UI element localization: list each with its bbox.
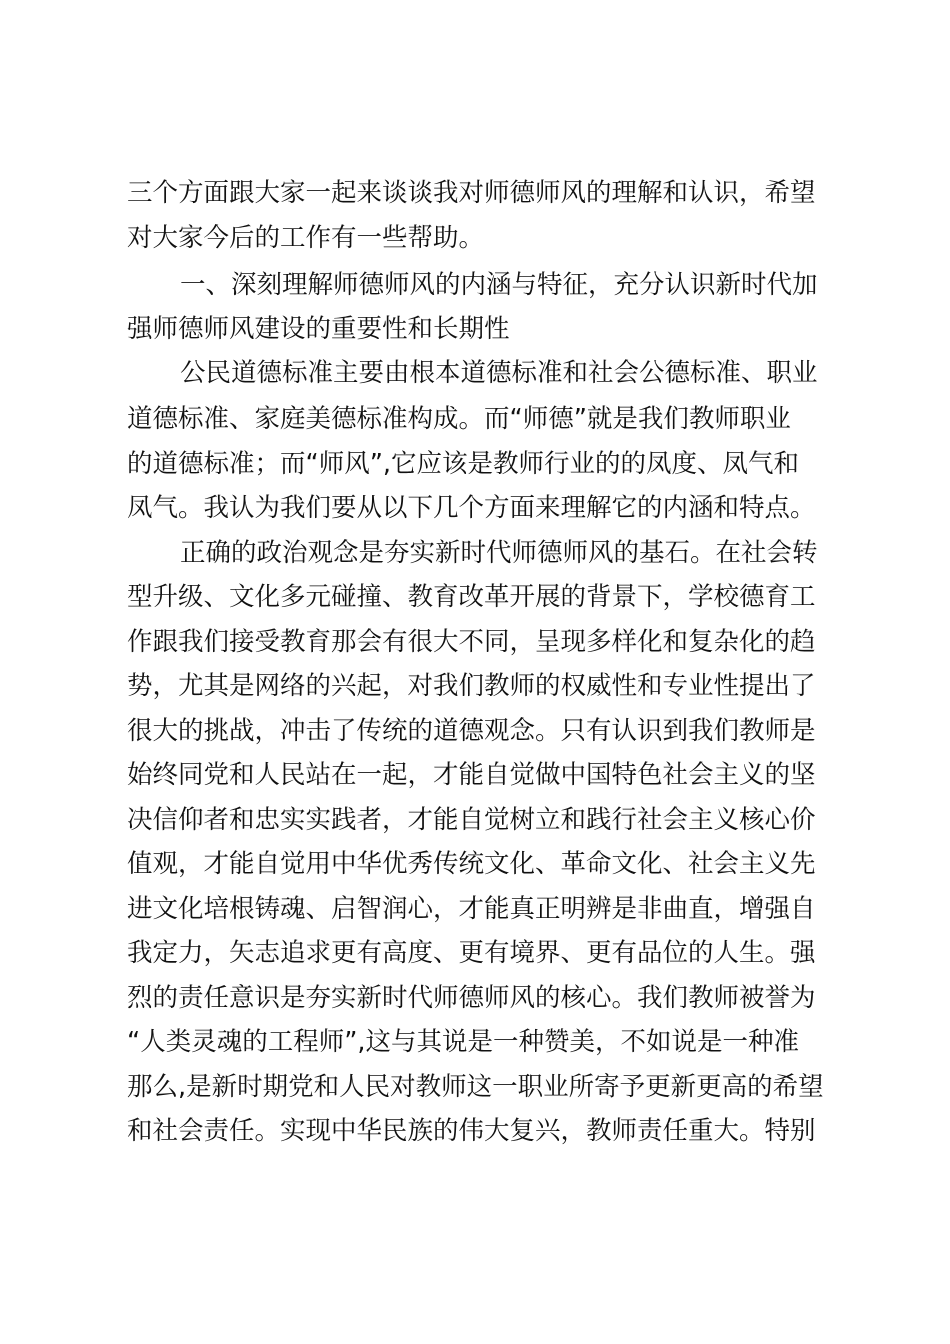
text-line [0,977,950,1019]
paragraph-first-line [0,352,950,394]
text-line [0,1021,950,1063]
text-line-content: 的道德标准；而“师风”,它应该是教师行业的的凤度、凤气和 [127,449,800,479]
text-line [0,1110,950,1152]
text-line-content: 公民道德标准主要由根本道德标准和社会公德标准、职业 [180,358,818,388]
text-line [0,888,950,930]
text-line [0,443,950,485]
text-line-content: 作跟我们接受教育那会有很大不同，呈现多样化和复杂化的趋 [127,627,816,657]
text-line-content: 那么,是新时期党和人民对教师这一职业所寄予更新更高的希望 [127,1072,824,1102]
text-line-content: 一、深刻理解师德师风的内涵与特征，充分认识新时代加 [180,270,818,300]
text-line [0,576,950,618]
text-line-content: 我定力，矢志追求更有高度、更有境界、更有品位的人生。强 [127,938,816,968]
text-line [0,487,950,529]
text-line-content: 决信仰者和忠实实践者，才能自觉树立和践行社会主义核心价 [127,805,816,835]
text-line-content: 三个方面跟大家一起来谈谈我对师德师风的理解和认识，希望 [127,178,816,208]
text-line-content: “人类灵魂的工程师”,这与其说是一种赞美，不如说是一种准 [127,1027,800,1057]
paragraph-first-line [0,264,950,306]
text-line [0,1066,950,1108]
text-line-content: 很大的挑战，冲击了传统的道德观念。只有认识到我们教师是 [127,716,816,746]
text-line [0,308,950,350]
text-line-content: 烈的责任意识是夯实新时代师德师风的核心。我们教师被誉为 [127,983,816,1013]
text-line [0,621,950,663]
text-line [0,754,950,796]
paragraph-first-line [0,532,950,574]
text-line-content: 凤气。我认为我们要从以下几个方面来理解它的内涵和特点。 [127,493,816,523]
text-line [0,398,950,440]
text-line-content: 正确的政治观念是夯实新时代师德师风的基石。在社会转 [180,538,818,568]
text-line [0,843,950,885]
text-line-content: 道德标准、家庭美德标准构成。而“师德”就是我们教师职业 [127,404,791,434]
text-line [0,217,950,259]
text-line-content: 进文化培根铸魂、启智润心，才能真正明辨是非曲直，增强自 [127,894,816,924]
text-line [0,710,950,752]
text-line-content: 对大家今后的工作有一些帮助。 [127,223,485,253]
text-line-content: 和社会责任。实现中华民族的伟大复兴，教师责任重大。特别 [127,1116,816,1146]
text-line [0,172,950,214]
text-line [0,665,950,707]
text-line-content: 值观，才能自觉用中华优秀传统文化、革命文化、社会主义先 [127,849,816,879]
text-line-content: 势，尤其是网络的兴起，对我们教师的权威性和专业性提出了 [127,671,816,701]
text-line-content: 强师德师风建设的重要性和长期性 [127,314,510,344]
text-line [0,932,950,974]
text-line-content: 始终同党和人民站在一起，才能自觉做中国特色社会主义的坚 [127,760,816,790]
text-line-content: 型升级、文化多元碰撞、教育改革开展的背景下，学校德育工 [127,582,816,612]
text-line [0,799,950,841]
